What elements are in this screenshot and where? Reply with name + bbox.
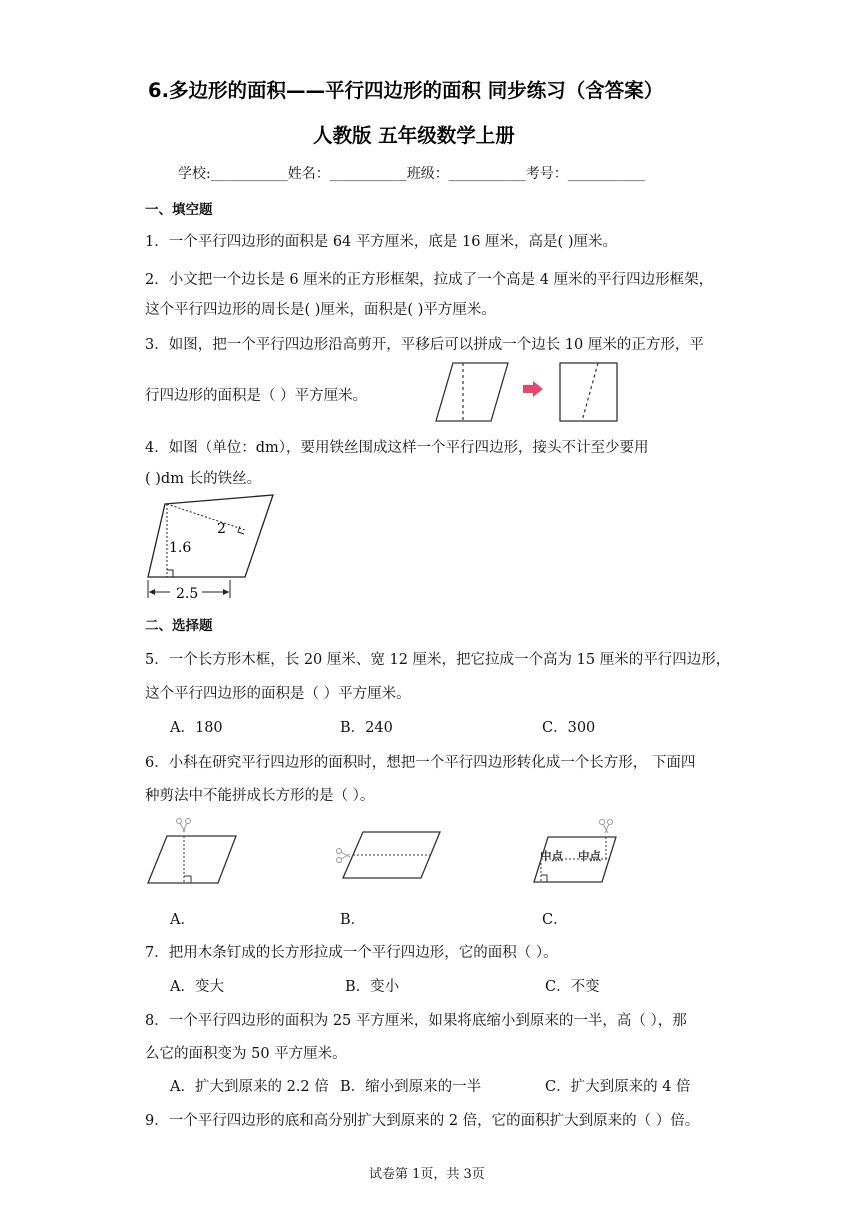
base-label: 2.5 [176,586,199,602]
question-5-line1: 5．一个长方形木框，长 20 厘米、宽 12 厘米，把它拉成一个高为 15 厘米的平行四边形， [145,652,731,668]
question-7-option-a[interactable]: A．变大 [170,979,224,995]
question-6-option-a[interactable]: A． [170,912,195,928]
question-7-option-c[interactable]: C．不变 [545,979,600,995]
height-label-left: 1.6 [169,540,192,556]
question-2-line2: 这个平行四边形的周长是( )厘米，面积是( )平方厘米。 [145,302,496,318]
question-5-option-a[interactable]: A．180 [170,720,223,736]
question-8-option-b[interactable]: B．缩小到原来的一半 [340,1079,482,1095]
question-8-line2: 么它的面积变为 50 平方厘米。 [145,1046,347,1062]
question-6-figure-c [528,815,623,890]
question-4-line2: ( )dm 长的铁丝。 [145,471,262,487]
question-5-option-c[interactable]: C．300 [542,720,596,736]
slanted-cut-line [582,363,598,421]
student-info-line: 学校:___________姓名：___________班级：___________考号：___________ [178,166,645,182]
question-8-line1: 8．一个平行四边形的面积为 25 平方厘米，如果将底缩小到原来的一半，高（ ），那 [145,1013,687,1029]
scissors-icon [337,849,351,863]
question-5-line2: 这个平行四边形的面积是（ ）平方厘米。 [145,686,411,702]
question-6-option-b[interactable]: B． [340,912,366,928]
question-5-option-b[interactable]: B．240 [340,720,393,736]
scissors-icon [600,820,613,834]
question-8-option-a[interactable]: A．扩大到原来的 2.2 倍 [170,1079,329,1095]
midpoint-label-right: 中点 [578,849,601,863]
square-shape [560,363,617,421]
question-6-line2: 种剪法中不能拼成长方形的是（ ）。 [145,788,375,804]
right-angle-mark [238,526,244,534]
parallelogram-shape [436,363,508,421]
question-9: 9．一个平行四边形的底和高分别扩大到原来的 2 倍，它的面积扩大到原来的（ ）倍。 [145,1113,700,1129]
right-height-line [167,504,245,530]
right-arrow-icon [523,381,543,397]
doc-title-line1: 6.多边形的面积——平行四边形的面积 同步练习（含答案） [148,79,664,102]
doc-title-line2: 人教版 五年级数学上册 [313,124,515,147]
height-label-right: 2 [217,521,226,537]
scissors-icon [177,819,191,833]
question-3-line1: 3．如图，把一个平行四边形沿高剪开，平移后可以拼成一个边长 10 厘米的正方形，平 [145,337,704,353]
question-1: 1．一个平行四边形的面积是 64 平方厘米，底是 16 厘米，高是( )厘米。 [145,234,617,250]
section-fill-in: 一、填空题 [145,202,213,218]
right-angle-mark [167,570,173,577]
question-7-line1: 7．把用木条钉成的长方形拉成一个平行四边形，它的面积（ ）。 [145,945,558,961]
question-4-line1: 4．如图（单位：dm），要用铁丝围成这样一个平行四边形，接头不计至少要用 [145,440,649,456]
question-6-option-c[interactable]: C． [542,912,568,928]
midpoint-label-left: 中点 [540,849,563,863]
question-6-figure-a [140,815,245,890]
question-3-figure [425,358,625,428]
question-6-line1: 6．小科在研究平行四边形的面积时，想把一个平行四边形转化成一个长方形， 下面四 [145,755,696,771]
question-7-option-b[interactable]: B．变小 [345,979,400,995]
question-2-line1: 2．小文把一个边长是 6 厘米的正方形框架，拉成了一个高是 4 厘米的平行四边形框架， [145,272,714,288]
question-6-figure-b [333,815,445,890]
page-footer: 试卷第 1页，共 3页 [369,1167,485,1182]
question-4-figure [140,490,290,605]
question-3-line2: 行四边形的面积是（ ）平方厘米。 [145,388,368,404]
section-choice: 二、选择题 [145,618,213,634]
question-8-option-c[interactable]: C．扩大到原来的 4 倍 [545,1079,691,1095]
